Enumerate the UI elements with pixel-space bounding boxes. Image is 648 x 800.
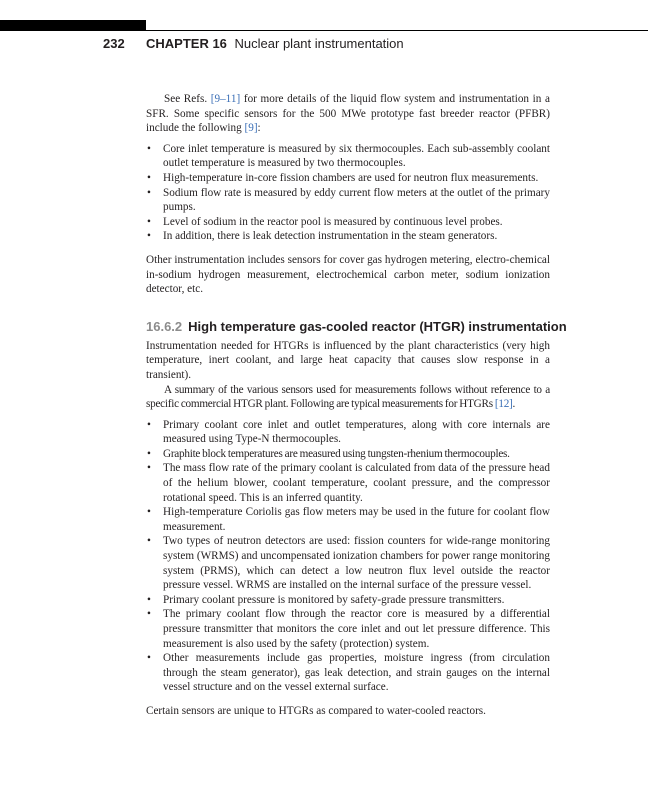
sfr-intro-paragraph: See Refs. [9–11] for more details of the liquid flow system and instrumentation in a SFR. Some specific sensors for the 500 MWe prototype fast breeder reactor (PFBR) include the following [9]: <box>146 93 550 135</box>
chapter-label: CHAPTER 16 <box>146 36 227 51</box>
list-item: • Primary coolant pressure is monitored by safety-grade pressure transmitters. <box>146 593 550 608</box>
list-item: • High-temperature in-core fission chambers are used for neutron flux measurements. <box>146 171 550 186</box>
citation-link[interactable]: [9–11] <box>210 93 241 105</box>
list-item: • Graphite block temperatures are measured using tungsten-rhenium thermocouples. <box>146 447 550 462</box>
chapter-title: Nuclear plant instrumentation <box>234 36 404 51</box>
citation-link[interactable]: [9] <box>244 122 258 135</box>
list-item: • Core inlet temperature is measured by six thermocouples. Each sub-assembly coolant outlet temperature is measured by two thermocouples. <box>146 142 550 171</box>
header-rule <box>146 30 648 31</box>
page-number: 232 <box>103 36 125 51</box>
citation-link[interactable]: [12] <box>494 398 513 411</box>
htgr-paragraph-1: Instrumentation needed for HTGRs is influenced by the plant characteristics (very high temperature, inert coolant, and large heat capacity that causes slow response in a transient). <box>146 339 550 381</box>
running-head <box>103 36 404 51</box>
list-item: • Two types of neutron detectors are used: fission counters for wide-range monitoring system (WRMS) and uncompensated ionization chambers for power range monitoring system (PRMS), which can detect a low neutron flux level outside the reactor pressure vessel. WRMS are installed on the internal surface of the pressure vessel. <box>146 534 550 592</box>
list-item: • Level of sodium in the reactor pool is measured by continuous level probes. <box>146 215 550 230</box>
header-bar <box>0 20 146 31</box>
page-body <box>146 92 567 719</box>
sfr-sensor-list <box>146 142 550 244</box>
list-item: • The mass flow rate of the primary coolant is calculated from data of the pressure head of the helium blower, coolant temperature, coolant pressure, and the compressor rotational speed. This is an inferred quantity. <box>146 461 550 505</box>
htgr-paragraph-2: A summary of the various sensors used for measurements follows without reference to a specific commercial HTGR plant. Following are typical measurements for HTGRs [12]. <box>146 383 550 411</box>
list-item: • In addition, there is leak detection instrumentation in the steam generators. <box>146 229 550 244</box>
sfr-closing-paragraph: Other instrumentation includes sensors for cover gas hydrogen metering, electro-chemical in-sodium hydrogen measurement, electrochemical carbon meter, sodium ionization detector, etc. <box>146 253 550 296</box>
list-item: • High-temperature Coriolis gas flow meters may be used in the future for coolant flow measurement. <box>146 505 550 534</box>
list-item: • The primary coolant flow through the reactor core is measured by a differential pressure transmitter that monitors the core inlet and out let pressure difference. This measurement is also used by the safety (protection) system. <box>146 607 550 651</box>
list-item: • Other measurements include gas properties, moisture ingress (from circulation through the steam generator), gas leak detection, and strain gauges on the internal vessel structure and on the vessel external surface. <box>146 651 550 695</box>
section-number: 16.6.2 <box>146 318 183 334</box>
htgr-closing-paragraph: Certain sensors are unique to HTGRs as compared to water-cooled reactors. <box>146 704 486 717</box>
htgr-measurement-list <box>146 418 550 695</box>
list-item: • Sodium flow rate is measured by eddy current flow meters at the outlet of the primary pumps. <box>146 186 550 215</box>
section-title: High temperature gas-cooled reactor (HTGR) instrumentation <box>188 318 567 334</box>
list-item: • Primary coolant core inlet and outlet temperatures, along with core internals are measured using Type-N thermocouples. <box>146 418 550 447</box>
section-heading <box>146 318 567 335</box>
